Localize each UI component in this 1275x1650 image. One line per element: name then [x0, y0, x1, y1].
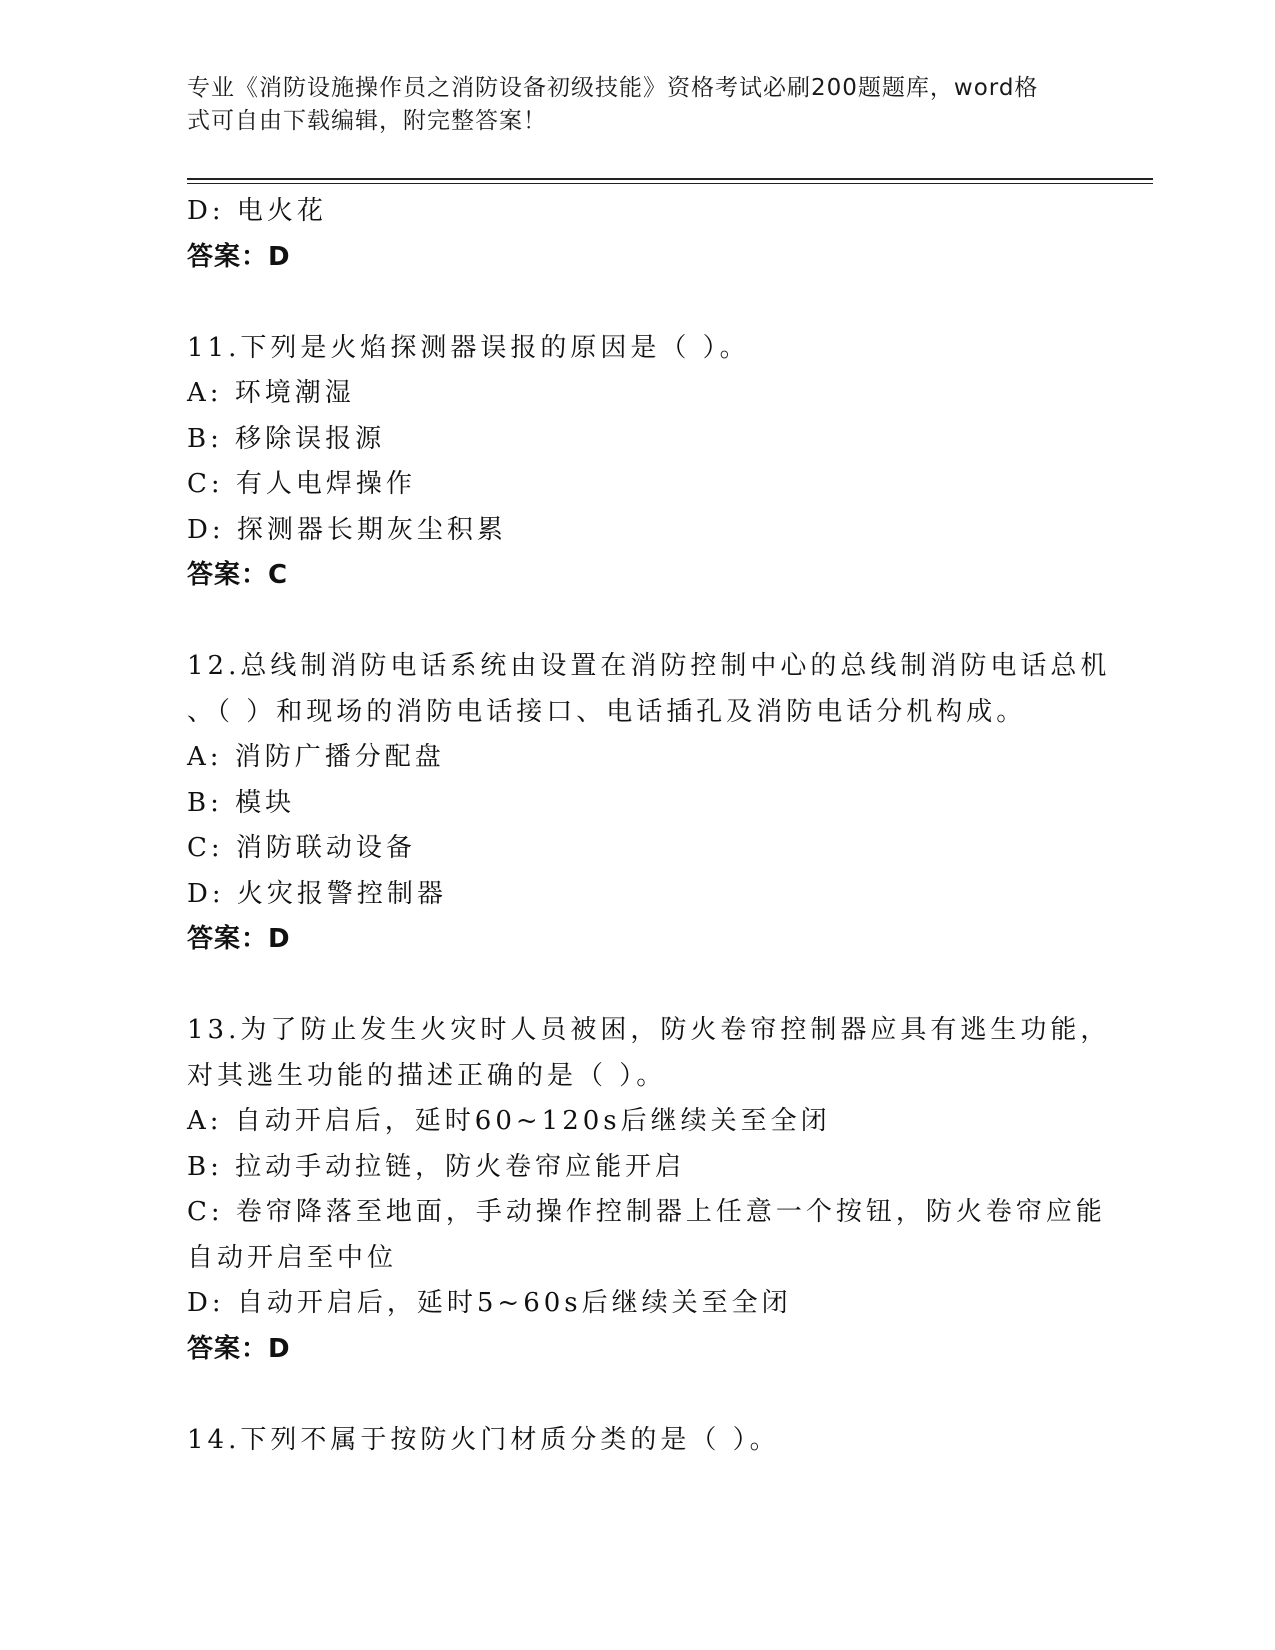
option-a: A: 环境潮湿: [187, 378, 355, 408]
question-stem: 12.总线制消防电话系统由设置在消防控制中心的总线制消防电话总机: [187, 651, 1111, 681]
option-a: A: 消防广播分配盘: [187, 742, 445, 772]
answer-label: 答案：D: [187, 241, 291, 272]
option-d: D: 自动开启后，延时5~60s后继续关至全闭: [187, 1288, 792, 1318]
answer-label: 答案：D: [187, 924, 291, 954]
spacer: [187, 280, 1087, 326]
question-11: [187, 326, 1087, 599]
answer-label: 答案：C: [187, 560, 289, 590]
option-c: C: 消防联动设备: [187, 833, 416, 863]
spacer: [187, 963, 1087, 1009]
question-stem: 、（ ）和现场的消防电话接口、电话插孔及消防电话分机构成。: [187, 696, 1027, 727]
spacer: [187, 599, 1087, 645]
option-b: B: 拉动手动拉链，防火卷帘应能开启: [187, 1151, 686, 1182]
option-d: D: 探测器长期灰尘积累: [187, 514, 507, 545]
option-d: D: 电火花: [187, 196, 327, 226]
question-13: [187, 1008, 1111, 1372]
question-list: [187, 189, 1111, 1463]
question-stem: 14.下列不属于按防火门材质分类的是（ ）。: [187, 1424, 780, 1455]
header-line: 式可自由下载编辑，附完整答案！: [187, 108, 547, 134]
question-stem: 13.为了防止发生火灾时人员被困，防火卷帘控制器应具有逃生功能，: [187, 1015, 1111, 1045]
document-header: [187, 72, 1067, 138]
answer-label: 答案：D: [187, 1333, 291, 1364]
option-d: D: 火灾报警控制器: [187, 878, 447, 909]
header-line: 专业《消防设施操作员之消防设备初级技能》资格考试必刷200题题库，word格: [187, 75, 1039, 101]
question-10-continuation: [187, 189, 1087, 280]
option-c: C: 卷帘降落至地面，手动操作控制器上任意一个按钮，防火卷帘应能: [187, 1197, 1106, 1227]
option-c-continuation: 自动开启至中位: [187, 1242, 398, 1273]
option-b: B: 移除误报源: [187, 423, 386, 454]
option-a: A: 自动开启后，延时60~120s后继续关至全闭: [187, 1106, 831, 1136]
spacer: [187, 1372, 1087, 1418]
header-divider-thin: [187, 183, 1153, 184]
header-divider-thick: [187, 178, 1153, 180]
question-12: [187, 644, 1111, 963]
question-stem: 11.下列是火焰探测器误报的原因是（ ）。: [187, 332, 750, 363]
question-14: [187, 1418, 1087, 1464]
question-stem: 对其逃生功能的描述正确的是（ ）。: [187, 1060, 667, 1091]
option-b: B: 模块: [187, 787, 296, 818]
option-c: C: 有人电焊操作: [187, 469, 416, 499]
